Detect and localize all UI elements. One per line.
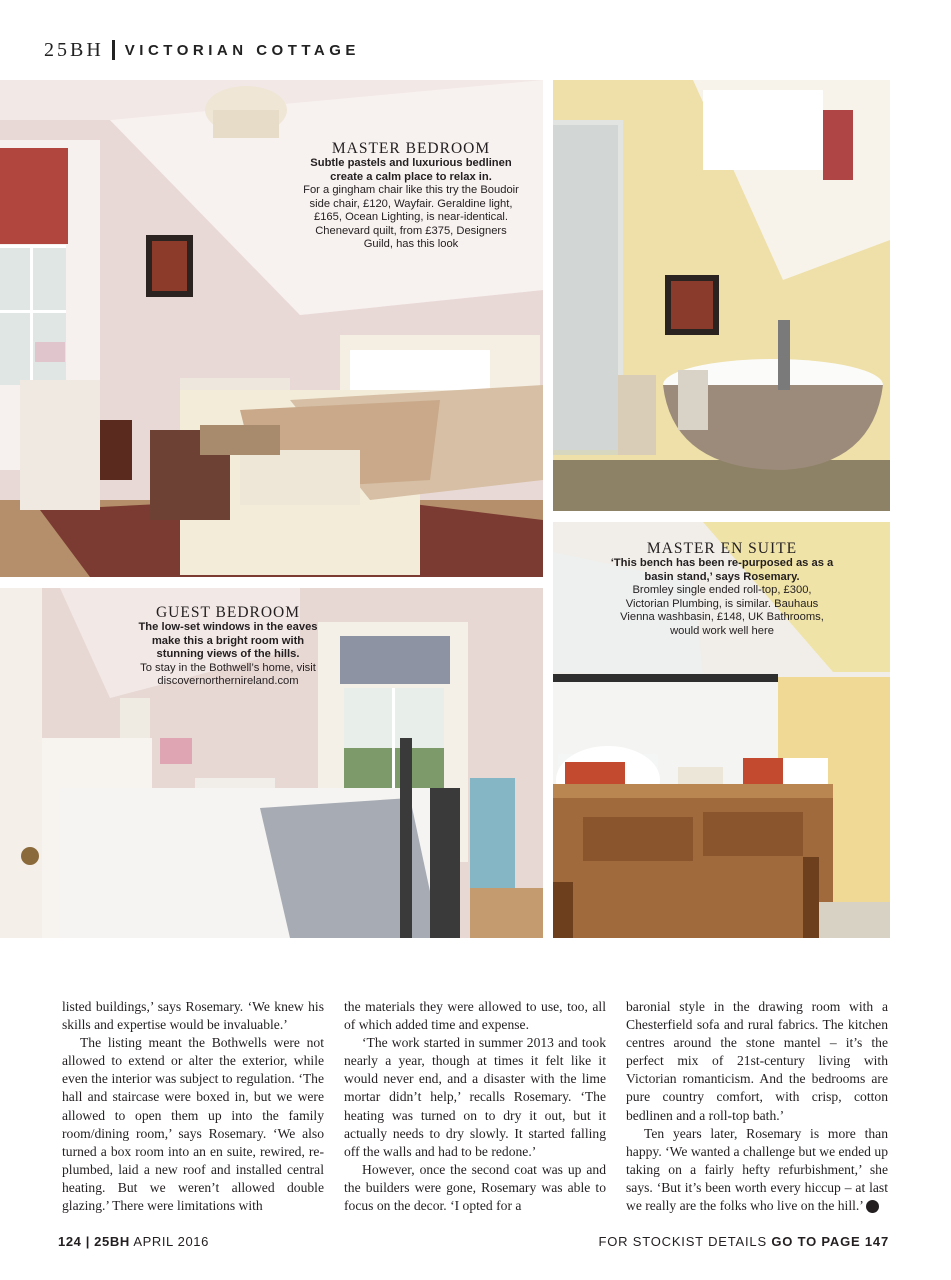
- caption-title: MASTER EN SUITE: [646, 540, 798, 557]
- master-bedroom-caption: [300, 140, 522, 252]
- article-column-1: [62, 998, 324, 1215]
- section-title: VICTORIAN COTTAGE: [124, 41, 360, 59]
- stockist-note: [599, 1234, 890, 1249]
- paragraph: Ten years later, Rosemary is more than happy. ‘We wanted a challenge but we ended up taking on a fairly hefty refurbishment,’ she says. ‘But it’s been worth every hiccup – at last we really are the folks who live on the hill.’: [626, 1125, 888, 1214]
- stockist-prefix: FOR STOCKIST DETAILS: [598, 1234, 767, 1249]
- paragraph: The listing meant the Bothwells were not allowed to extend or alter the exterior, while even the interior was subject to regulation. ‘The hall and staircase were boxed in, but we were allowed to open them up into the family room/dining room,’ says Rosemary. ‘We also turned a box room into an en suite, rewired, re-plumbed, laid a new roof and installed central heating. But we weren’t allowed double glazing.’ There were limitations with: [62, 1035, 324, 1214]
- guest-bedroom-caption: [138, 604, 318, 689]
- header-divider: [112, 40, 115, 60]
- paragraph: the materials they were allowed to use, too, all of which added time and expense.: [344, 999, 606, 1033]
- folio-magazine: 25BH: [94, 1234, 130, 1249]
- en-suite-bath-photo: [553, 80, 890, 511]
- paragraph: ‘The work started in summer 2013 and took nearly a year, though at times it felt like it would never end, and a disaster with the lime mortar didn’t help,’ recalls Rosemary. ‘The heating was turned on to dry it out, but it actually needs to dry slowly. It started falling off the walls and had to be redone.’: [344, 1035, 606, 1159]
- paragraph: baronial style in the drawing room with a Chesterfield sofa and rural fabrics. The kitchen centres around the stone mantel – it’s the perfect mix of 21st-century living with Victorian romanticism. And the bedrooms are pure country comfort, with crisp, cotton bedlinen and a roll-top bath.’: [626, 999, 888, 1123]
- page-folio: [58, 1234, 209, 1249]
- caption-lead: ‘This bench has been re-purposed as as a basin stand,’ says Rosemary.: [610, 557, 834, 583]
- running-header: [44, 38, 360, 62]
- caption-body: Bromley single ended roll-top, £300, Victorian Plumbing, is similar. Bauhaus Vienna washbasin, £148, UK Bathrooms, would work well here: [620, 584, 824, 637]
- paragraph: listed buildings,’ says Rosemary. ‘We knew his skills and expertise would be invaluable.’: [62, 999, 324, 1033]
- page-number: 124: [58, 1234, 82, 1249]
- folio-issue: APRIL 2016: [133, 1234, 209, 1249]
- stockist-page-link: GO TO PAGE 147: [771, 1234, 889, 1249]
- caption-title: GUEST BEDROOM: [155, 604, 301, 621]
- magazine-brand: 25BH: [44, 38, 104, 61]
- caption-lead: The low-set windows in the eaves make this a bright room with stunning views of the hills.: [138, 621, 318, 660]
- folio-divider: |: [85, 1234, 95, 1249]
- article-column-2: [344, 998, 606, 1215]
- caption-lead: Subtle pastels and luxurious bedlinen create a calm place to relax in.: [310, 157, 512, 183]
- end-mark-icon: 25: [866, 1200, 879, 1213]
- caption-title: MASTER BEDROOM: [331, 140, 491, 157]
- paragraph: However, once the second coat was up and the builders were gone, Rosemary was able to focus on the decor. ‘I opted for a: [344, 1161, 606, 1214]
- article-column-3: [626, 998, 893, 1215]
- master-en-suite-caption: [610, 540, 834, 638]
- caption-body: For a gingham chair like this try the Boudoir side chair, £120, Wayfair. Geraldine light, £165, Ocean Lighting, is near-identical. Chenevard quilt, from £375, Designers Guild, has this look: [303, 184, 519, 250]
- caption-body: To stay in the Bothwell’s home, visit discovernorthernireland.com: [140, 661, 316, 687]
